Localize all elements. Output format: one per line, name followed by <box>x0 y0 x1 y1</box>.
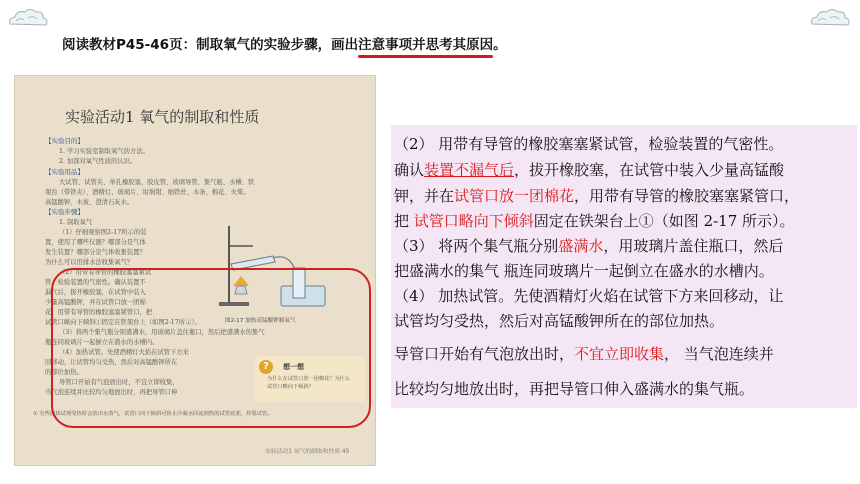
instruction-highlight: 注意事项并思考其原因 <box>358 37 494 53</box>
key-point: 试管口略向下倾斜 <box>413 212 534 230</box>
key-point: 盛满水 <box>558 237 604 255</box>
textbook-line: 架台（带铁夹）、酒精灯、玻璃片、坩埚钳、细铁丝、木条、棉花、火柴。 <box>45 189 250 196</box>
textbook-line: 1. 学习实验室制取氧气的方法。 <box>59 148 149 155</box>
textbook-line: 瓶连同玻璃片一起倒立在盛水的水槽内。 <box>45 339 159 346</box>
explanation-line: （2） 用带有导管的橡胶塞塞紧试管，检验装置的气密性。 <box>394 135 784 153</box>
explanation-line: 导管口开始有气泡放出时，不宜立即收集， 当气泡连续并 <box>394 345 774 363</box>
textbook-line: 回移动，让试管均匀受热，然后对高锰酸钾所在 <box>45 359 178 366</box>
section-tag: 【实验步骤】 <box>45 208 84 216</box>
figure-caption: 图2-17 加热高锰酸钾制氧气 <box>225 318 296 324</box>
textbook-line: （4）加热试管。先使酒精灯火焰在试管下方来 <box>59 349 189 356</box>
textbook-line: 少量高锰酸钾，并在试管口放一团棉 <box>45 299 146 306</box>
textbook-line: 试管口略向下倾斜①固定在铁架台上（如图2-17所示）。 <box>45 319 201 326</box>
explanation-line: 试管均匀受热，然后对高锰酸钾所在的部位加热。 <box>394 312 725 330</box>
textbook-footnote: ① 有些固体试剂受热时会放出水蒸气，试管口向下倾斜可防止冷凝水回流到热的试管底部，炸裂试管。 <box>33 411 273 417</box>
textbook-line: 置，使用了哪些仪器？哪部分是气体 <box>45 239 146 246</box>
textbook-line: 发生装置？哪部分是气体收集装置？ <box>45 249 146 256</box>
textbook-line: 为什么可以用排水法收集氧气？ <box>45 259 134 266</box>
textbook-title: 实验活动1 氧气的制取和性质 <box>65 108 260 126</box>
textbook-line: 漏气后，拔开橡胶塞，在试管中装入 <box>45 289 146 296</box>
textbook-line: 花，用带有导管的橡胶塞塞紧管口，把 <box>45 309 153 316</box>
textbook-line: （2）用带有导管的橡胶塞塞紧试 <box>59 269 152 276</box>
cloud-decoration-icon <box>808 6 852 32</box>
think-body: 为什么在试管口放一团棉花？为什么试管口略向下倾斜？ <box>267 376 351 390</box>
instruction-prefix: 阅读教材P45-46页：制取氧气的实验步骤，画出 <box>62 37 359 53</box>
explanation-line: 把 试管口略向下倾斜固定在铁架台上①（如图 2-17 所示）。 <box>394 212 795 230</box>
textbook-line: 2. 加深对氧气性质的认识。 <box>59 158 137 165</box>
textbook-line: 管，检验装置的气密性。确认装置不 <box>45 279 146 286</box>
explanation-line: 确认装置不漏气后，拔开橡胶塞，在试管中装入少量高锰酸 <box>394 161 785 179</box>
explanation-line: （3） 将两个集气瓶分别盛满水，用玻璃片盖住瓶口，然后 <box>394 237 784 255</box>
instruction-suffix: 。 <box>493 37 507 53</box>
textbook-line: 1. 制取氧气 <box>59 219 93 226</box>
section-tag: 【实验用品】 <box>45 168 84 176</box>
section-tag: 【实验目的】 <box>45 137 84 145</box>
textbook-line: （3）将两个集气瓶分别盛满水，用玻璃片盖住瓶口，然后把盛满水的集气 <box>59 329 265 336</box>
explanation-line: 把盛满水的集气 瓶连同玻璃片一起倒立在盛水的水槽内。 <box>394 262 774 280</box>
textbook-line: （1）仔细观察图2-17所示的装 <box>59 229 147 236</box>
textbook-page-image <box>14 75 376 466</box>
highlight-annotation-circle <box>51 268 371 428</box>
textbook-line: 大试管、试管夹、单孔橡胶塞、胶皮管、玻璃导管、集气瓶、水槽、铁 <box>59 179 255 186</box>
explanation-line: 钾，并在试管口放一团棉花，用带有导管的橡胶塞塞紧管口， <box>394 187 800 205</box>
explanation-line: （4） 加热试管。先使酒精灯火焰在试管下方来回移动，让 <box>394 287 784 305</box>
key-point: 试管口放一团棉花 <box>454 187 575 205</box>
question-mark-icon: ? <box>259 360 273 374</box>
think-title: 想一想 <box>283 363 304 371</box>
explanation-line: 比较均匀地放出时，再把导管口伸入盛满水的集气瓶。 <box>394 380 755 398</box>
textbook-line: 的部位加热。 <box>45 369 83 376</box>
textbook-line: 导管口开始有气泡放出时，不宜立即收集， <box>59 379 179 386</box>
cloud-decoration-icon <box>6 6 50 32</box>
textbook-line: 当气泡连续并比较均匀地放出时，再把导管口伸 <box>45 389 178 396</box>
textbook-line: 高锰酸钾、木炭、澄清石灰水。 <box>45 199 134 206</box>
textbook-page-footer: 实验活动1 氧气的制取和性质 45 <box>265 449 350 455</box>
key-point: 装置不漏气后 <box>424 161 515 179</box>
key-point: 不宜立即收集 <box>574 345 665 363</box>
reading-instruction <box>62 33 507 53</box>
